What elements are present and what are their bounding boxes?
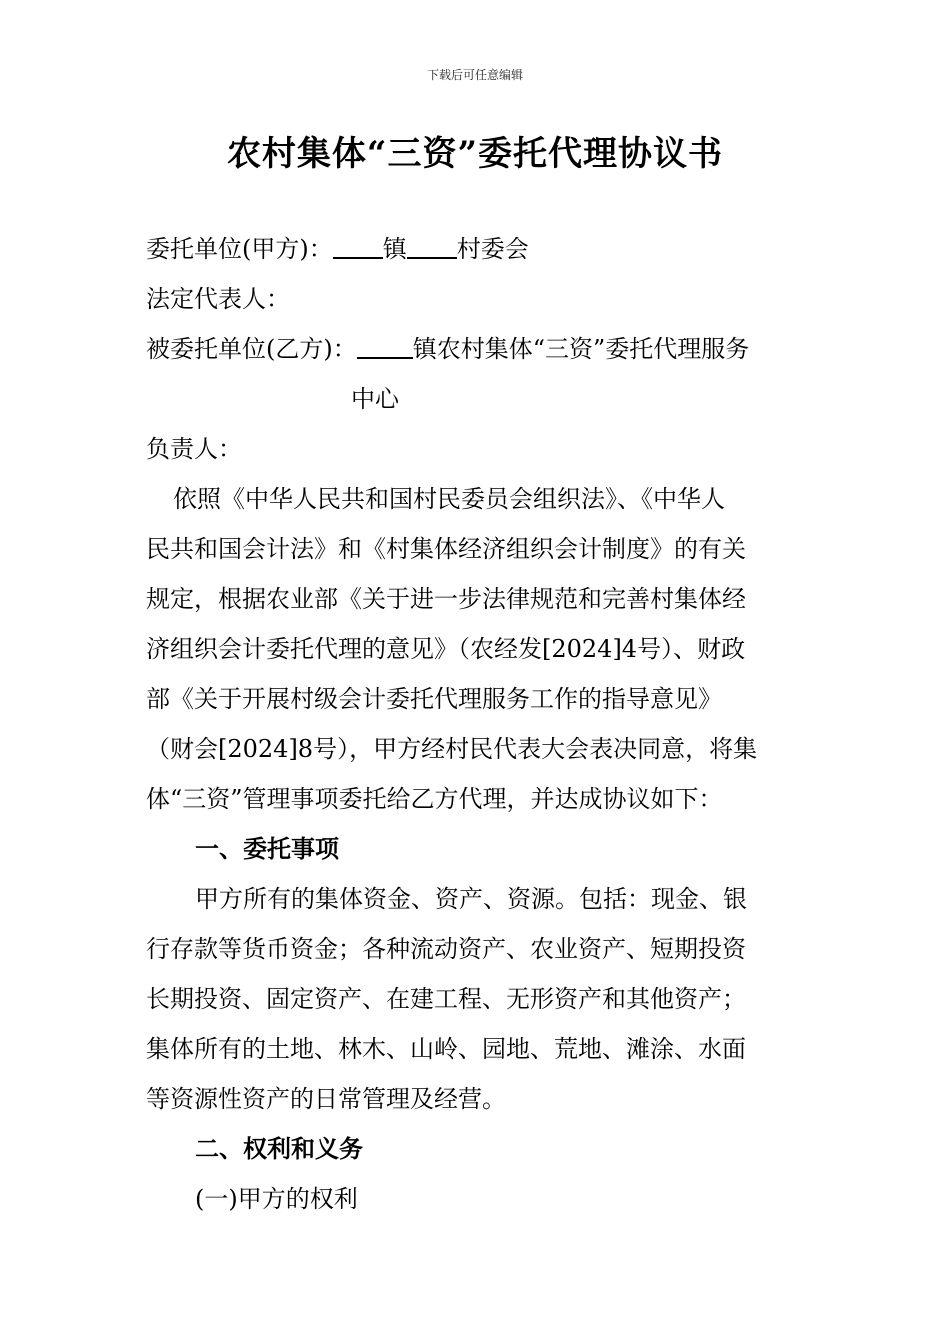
town-blank [333, 233, 383, 259]
intro-line-5: 部《关于开展村级会计委托代理服务工作的指导意见》 [146, 685, 722, 713]
party-b-label: 被委托单位(乙方)： [146, 335, 357, 363]
party-b-name-line2: 中心 [351, 385, 399, 413]
party-a-line [146, 224, 806, 274]
legal-rep-line: 法定代表人： [146, 285, 290, 313]
document-body [146, 224, 806, 1224]
intro-line-1: 依照《中华人民共和国村民委员会组织法》、《中华人 [173, 485, 725, 513]
town-suffix: 镇 [382, 235, 407, 263]
section1-line-5: 等资源性资产的日常管理及经营。 [146, 1085, 506, 1113]
intro-line-3: 规定，根据农业部《关于进一步法律规范和完善村集体经 [146, 585, 746, 613]
document-title: 农村集体“三资”委托代理协议书 [226, 134, 724, 174]
section1-heading: 一、委托事项 [195, 834, 339, 863]
section2-heading: 二、权利和义务 [195, 1134, 363, 1163]
responsible-line: 负责人： [146, 435, 242, 463]
party-b-line [146, 324, 806, 374]
header-note: 下载后可任意编辑 [426, 68, 523, 82]
intro-line-2: 民共和国会计法》和《村集体经济组织会计制度》的有关 [146, 535, 746, 563]
intro-line-4: 济组织会计委托代理的意见》（农经发[2024]4号）、财政 [146, 635, 746, 663]
intro-line-6: （财会[2024]8号），甲方经村民代表大会表决同意，将集 [146, 735, 758, 763]
section1-line-1: 甲方所有的集体资金、资产、资源。包括：现金、银 [195, 885, 747, 913]
section1-line-3: 长期投资、固定资产、在建工程、无形资产和其他资产； [146, 985, 746, 1013]
party-b-town-blank [357, 333, 413, 359]
section1-line-2: 行存款等货币资金；各种流动资产、农业资产、短期投资 [146, 935, 746, 963]
intro-line-7: 体“三资”管理事项委托给乙方代理，并达成协议如下： [146, 785, 723, 813]
section2-sub1: (一)甲方的权利 [195, 1185, 358, 1213]
party-b-name-line1: 镇农村集体“三资”委托代理服务 [412, 335, 750, 363]
party-a-label: 委托单位(甲方)： [146, 235, 333, 263]
village-blank [407, 233, 457, 259]
section1-line-4: 集体所有的土地、林木、山岭、园地、荒地、滩涂、水面 [146, 1035, 746, 1063]
village-suffix: 村委会 [456, 235, 529, 263]
